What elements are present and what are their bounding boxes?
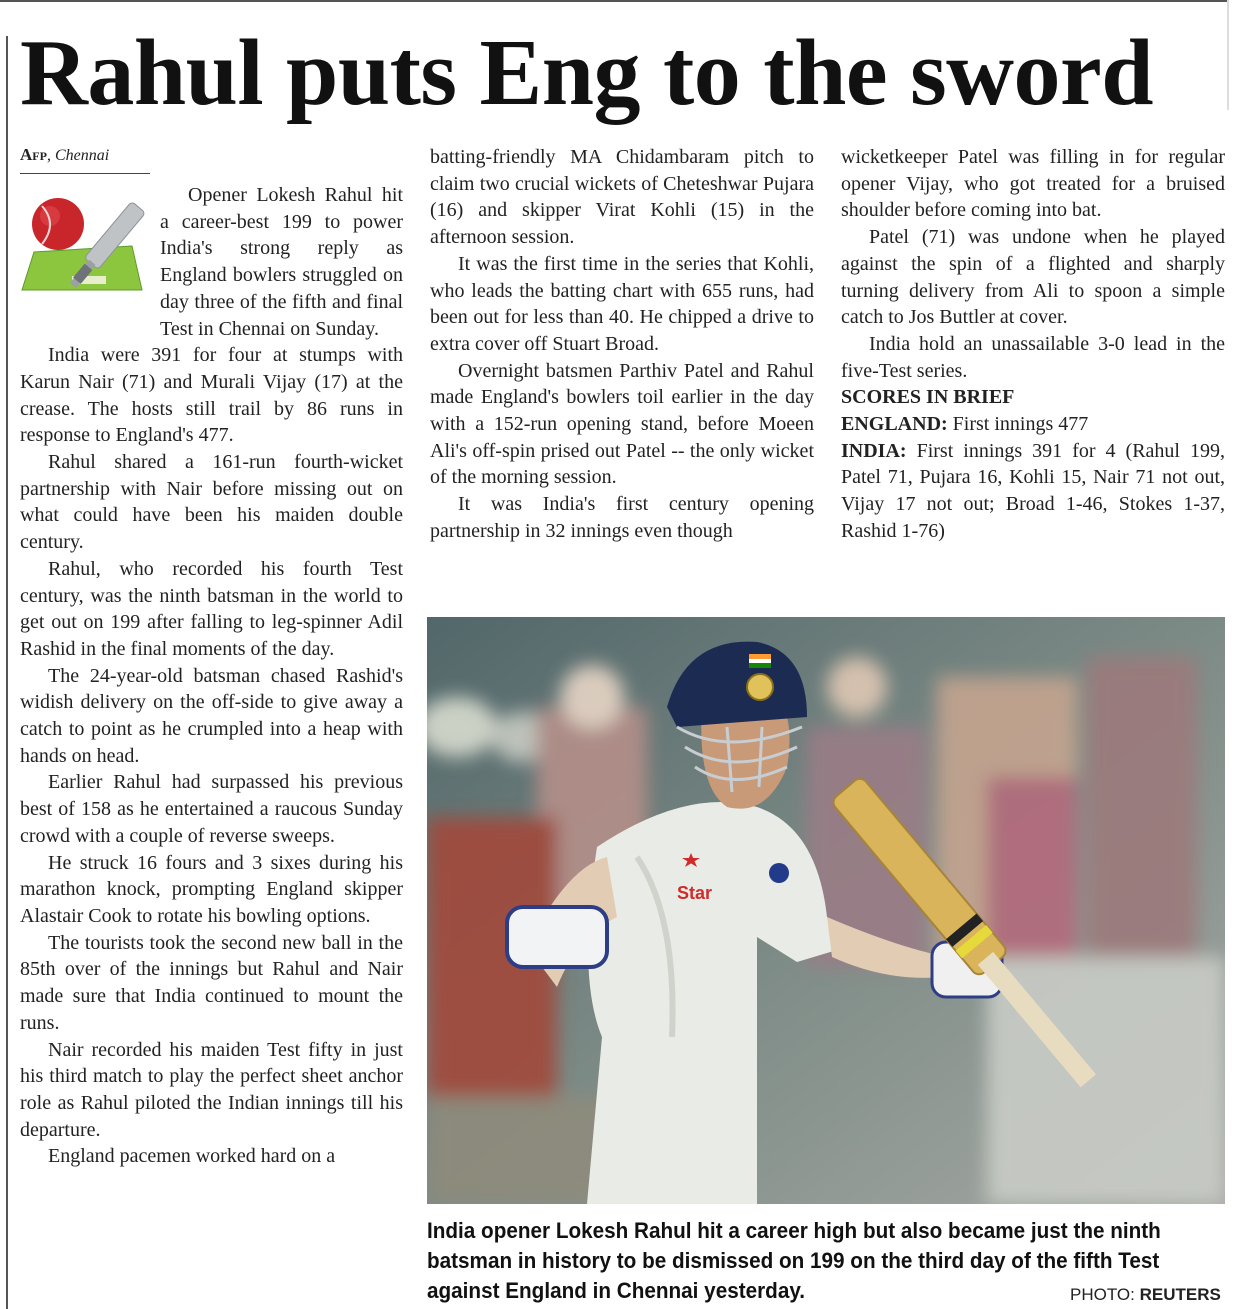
paragraph: The tourists took the second new ball in the 85th over of the innings but Rahul and Nair made sure that India continued to mount the runs. [20, 931, 403, 1034]
dateline-agency: Afp [20, 145, 47, 164]
paragraph: Patel (71) was undone when he played against the spin of a flighted and sharply turning delivery from Ali to spoon a simple catch to Jos Buttler at cover. [841, 226, 1225, 329]
paragraph: Rahul shared a 161-run fourth-wicket partnership with Nair before missing out on what could have been his maiden double century. [20, 451, 403, 554]
dateline: Afp, Chennai [20, 145, 110, 164]
scores-india-label: INDIA: [841, 439, 907, 462]
paragraph: England pacemen worked hard on a [48, 1145, 336, 1168]
paragraph: wicketkeeper Patel was filling in for regular opener Vijay, who got treated for a bruised shoulder before coming into bat. [841, 146, 1225, 222]
article-column-1 [20, 144, 403, 1170]
cricket-icon [20, 186, 150, 316]
article-column-2 [430, 144, 814, 545]
paragraph: India hold an unassailable 3-0 lead in the five-Test series. [841, 332, 1225, 382]
paragraph: It was India's first century opening partnership in 32 innings even though [430, 493, 814, 542]
article-column-3 [841, 144, 1225, 545]
dateline-rule [20, 173, 150, 174]
scores-india-text: First innings 391 for 4 (Rahul 199, Patel 71, Pujara 16, Kohli 15, Nair 71 not out, Vijay 17 not out; Broad 1-46, Stokes 1-37, Rashid 1-76) [841, 439, 1225, 542]
paragraph: Nair recorded his maiden Test fifty in just his third match to play the perfect sheet anchor role as Rahul piloted the Indian innings till his departure. [20, 1038, 403, 1141]
paragraph: batting-friendly MA Chidambaram pitch to claim two crucial wickets of Cheteshwar Pujara (16) and skipper Virat Kohli (15) in the afternoon session. [430, 146, 814, 249]
paragraph: The 24-year-old batsman chased Rashid's widish delivery on the off-side to give away a catch to point as he crumpled into a heap with hands on head. [20, 664, 403, 767]
paragraph: Opener Lokesh Rahul hit a career-best 199 to power India's strong reply as England bowlers struggled on day three of the fifth and final Test in Chennai on Sunday. [160, 184, 403, 340]
scores-india [841, 438, 1225, 545]
shirt-logo: Star [677, 883, 713, 903]
paragraph: India were 391 for four at stumps with Karun Nair (71) and Murali Vijay (17) at the crease. The hosts still trail by 86 runs in response to England's 477. [20, 344, 403, 447]
photo-caption: India opener Lokesh Rahul hit a career high but also became just the ninth batsman in history to be dismissed on 199 on the third day of the fifth Test against England in Chennai yesterday. [427, 1218, 1161, 1303]
paragraph: It was the first time in the series that Kohli, who leads the batting chart with 655 runs, had been out for less than 40. He chipped a drive to extra cover off Stuart Broad. [430, 252, 814, 355]
scores-england [841, 411, 1225, 438]
paragraph: Overnight batsmen Parthiv Patel and Rahul made England's bowlers toil earlier in the day with a 152-run opening stand, before Moeen Ali's off-spin prised out Patel -- the only wicket of the morning session. [430, 359, 814, 489]
headline: Rahul puts Eng to the sword [20, 21, 1154, 125]
paragraph: Rahul, who recorded his fourth Test century, was the ninth batsman in the world to get out on 199 after falling to leg-spinner Adil Rashid in the final moments of the day. [20, 557, 403, 660]
photo-credit-source: REUTERS [1139, 1285, 1221, 1304]
scores-england-label: ENGLAND: [841, 413, 948, 436]
scores-england-text: First innings 477 [947, 413, 1089, 436]
side-rule [6, 36, 8, 1309]
photo-credit [1070, 1284, 1221, 1306]
scores-heading: SCORES IN BRIEF [841, 386, 1015, 409]
paragraph: Earlier Rahul had surpassed his previous best of 158 as he entertained a raucous Sunday crowd with a couple of reverse sweeps. [20, 771, 403, 847]
dateline-place: Chennai [54, 147, 110, 164]
photo-credit-label: PHOTO: [1070, 1285, 1135, 1304]
top-rule [0, 0, 1228, 2]
news-photo [427, 617, 1225, 1204]
paragraph: He struck 16 fours and 3 sixes during his marathon knock, prompting England skipper Alastair Cook to rotate his bowling options. [20, 851, 403, 927]
